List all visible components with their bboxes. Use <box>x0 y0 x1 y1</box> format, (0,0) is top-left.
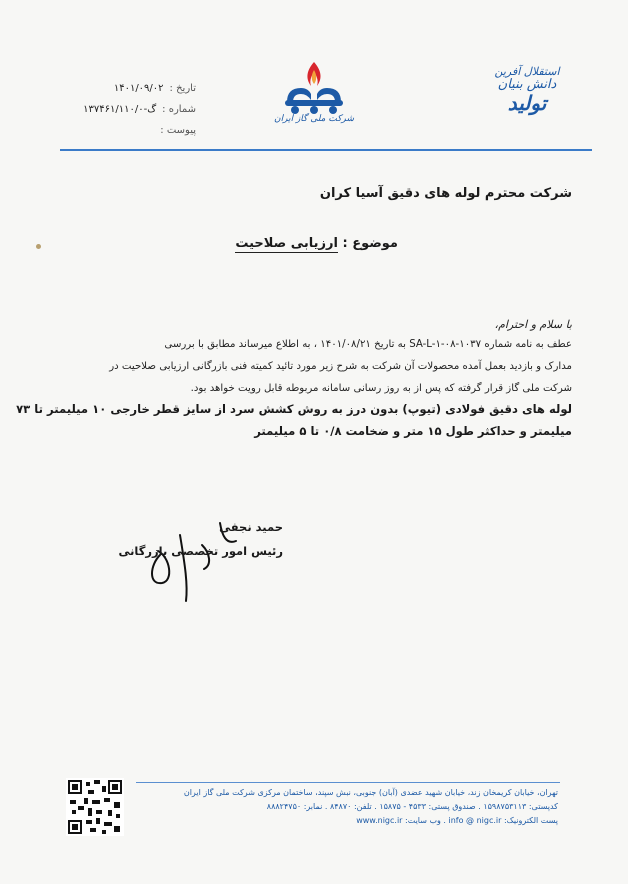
date-value: ۱۴۰۱/۰۹/۰۲ <box>113 83 164 94</box>
recipient: شرکت محترم لوله های دقیق آسیا کران <box>319 186 572 201</box>
footer-address: تهران، خیابان کریمخان زند، خیابان شهید عضدی (آبان) جنوبی، نبش سپند، ساختمان مرکزی شرکت ملی گاز ایران <box>183 788 558 797</box>
attachment-label: پیوست : <box>160 125 196 136</box>
letter-meta <box>76 78 196 141</box>
punch-mark <box>36 244 41 249</box>
product-line-1: لوله های دقیق فولادی (تیوپ) بدون درز به روش کشش سرد از سایز قطر خارجی ۱۰ میلیمتر تا ۷۳ <box>16 402 572 416</box>
company-logo <box>271 60 357 138</box>
signer-name: حمید نجفی <box>219 520 283 534</box>
date-row <box>76 78 196 99</box>
subject-label: موضوع : <box>342 236 398 251</box>
para-line-3: شرکت ملی گاز قرار گرفته که پس از به روز رسانی سامانه مربوطه قابل رویت خواهد بود. <box>190 383 572 394</box>
approved-product <box>16 398 572 442</box>
para-line-2: مدارک و بازدید بعمل آمده محصولات آن شرکت به شرح زیر مورد تائید کمیته فنی بازرگانی ارزیابی صلاحیت در <box>109 361 572 372</box>
slogan-line-2: دانش بنیان <box>497 77 557 93</box>
body-paragraph <box>110 334 572 400</box>
footer-contact <box>158 786 558 828</box>
footer-divider <box>136 782 560 783</box>
number-value: گ-۱۳۷۴۶۱/۱۱۰/۰ <box>83 104 157 115</box>
para-line-1: عطف به نامه شماره SA-L-۱-۰۸-۱۰۳۷ به تاریخ ۱۴۰۱/۰۸/۲۱ ، به اطلاع میرساند مطابق با بررسی <box>164 339 572 350</box>
signer-title: رئیس امور تخصصی بازرگانی <box>118 544 283 558</box>
product-line-2: میلیمتر و حداکثر طول ۱۵ متر و ضخامت ۰/۸ تا ۵ میلیمتر <box>254 424 572 438</box>
logo-text: شرکت ملی گاز ایران <box>274 114 354 124</box>
subject <box>235 236 398 251</box>
slogan <box>482 66 572 114</box>
footer-contact-numbers: کدپستی: ۱۵۹۸۷۵۳۱۱۳ . صندوق پستی: ۴۵۳۳ - ۱۵۸۷۵ . تلفن: ۸۴۸۷۰ . نمابر: ۸۸۸۲۴۷۵۰ <box>266 802 558 811</box>
slogan-line-3: تولید <box>507 91 547 116</box>
slogan-line-1: استقلال آفرین <box>494 65 560 78</box>
subject-title: ارزیابی صلاحیت <box>235 236 338 251</box>
header-divider <box>60 149 592 151</box>
number-row <box>76 99 196 120</box>
nigc-flame-logo-icon <box>281 60 347 116</box>
footer-web: پست الکترونیک: info @ nigc.ir . وب سایت: www.nigc.ir <box>356 816 558 825</box>
date-label: تاریخ : <box>169 83 196 94</box>
number-label: شماره : <box>162 104 196 115</box>
attachment-row <box>76 120 196 141</box>
greeting: با سلام و احترام، <box>494 318 572 331</box>
qr-code-icon <box>66 778 124 836</box>
